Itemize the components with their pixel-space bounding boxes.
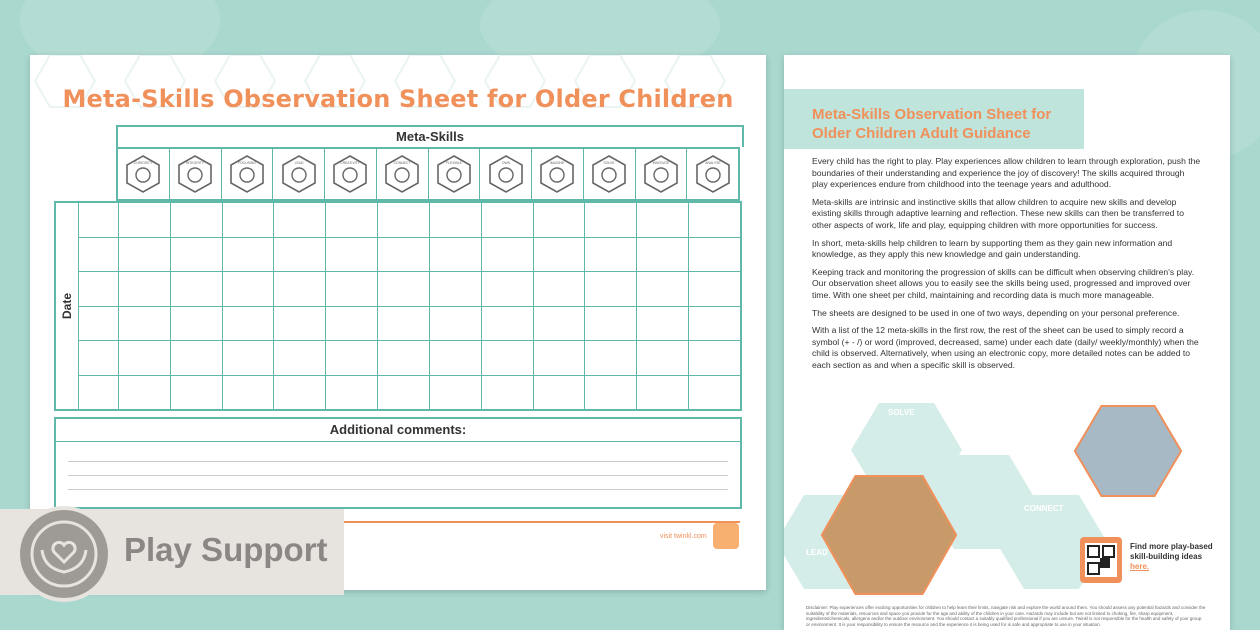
observation-cell[interactable] — [430, 341, 482, 375]
observation-cell[interactable] — [223, 203, 275, 237]
observation-cell[interactable] — [534, 341, 586, 375]
observation-cell[interactable] — [637, 341, 689, 375]
guidance-paragraph: Meta-skills are intrinsic and instinctive skills that allow children to acquire new skills and develop existing skills through adaptive learning and reflection. These new skills can then be transferred to other aspects of work, life and play, equipping children with more opportunities for success. — [812, 196, 1184, 230]
observation-cell[interactable] — [274, 341, 326, 375]
guidance-title-line1: Meta-Skills Observation Sheet for — [812, 106, 1052, 123]
table-row — [119, 376, 740, 410]
observation-cell[interactable] — [585, 238, 637, 272]
date-cell[interactable] — [79, 203, 118, 238]
comment-line — [68, 475, 728, 476]
observation-cell[interactable] — [585, 376, 637, 410]
observation-cell[interactable] — [223, 238, 275, 272]
observation-cell[interactable] — [119, 376, 171, 410]
observation-cell[interactable] — [637, 272, 689, 306]
observation-cell[interactable] — [534, 238, 586, 272]
skill-label: IMAGINE — [550, 161, 565, 165]
hands-icon — [385, 155, 419, 193]
observation-cell[interactable] — [274, 203, 326, 237]
skill-own — [480, 149, 532, 199]
observation-cell[interactable] — [689, 238, 740, 272]
table-row — [119, 272, 740, 307]
observation-cell[interactable] — [378, 272, 430, 306]
comment-line — [68, 489, 728, 490]
observation-cell[interactable] — [171, 272, 223, 306]
observation-cell[interactable] — [223, 341, 275, 375]
footer-bar — [320, 521, 740, 523]
observation-cell[interactable] — [585, 341, 637, 375]
observation-cell[interactable] — [326, 238, 378, 272]
skill-icons-row — [116, 147, 740, 201]
date-column — [56, 203, 79, 409]
comments-title: Additional comments: — [56, 419, 740, 442]
observation-cell[interactable] — [326, 376, 378, 410]
observation-cell[interactable] — [430, 376, 482, 410]
observation-cell[interactable] — [274, 376, 326, 410]
observation-cell[interactable] — [430, 307, 482, 341]
hexagon-photo-area — [784, 395, 1230, 605]
skill-creativity — [325, 149, 377, 199]
skill-label: CREATIVITY — [340, 161, 361, 165]
check-icon — [489, 155, 523, 193]
skill-label: FOCUSING — [237, 161, 256, 165]
find-more-link[interactable]: here. — [1130, 562, 1150, 571]
observation-cell[interactable] — [534, 307, 586, 341]
guidance-paragraph: Every child has the right to play. Play experiences allow children to learn through exploration, push the boundaries of their understanding and experience the joy of discovery! The skills acquired through play experiences endure from childhood into the teenage years and adulthood. — [812, 156, 1201, 190]
gear-icon — [644, 155, 678, 193]
date-label: Date — [60, 292, 74, 320]
observation-cell[interactable] — [326, 203, 378, 237]
observation-cell[interactable] — [223, 307, 275, 341]
skill-curiosity — [118, 149, 170, 199]
observation-cell[interactable] — [223, 376, 275, 410]
observation-cell[interactable] — [689, 203, 740, 237]
observation-cell[interactable] — [637, 203, 689, 237]
observation-cell[interactable] — [482, 238, 534, 272]
question-icon — [540, 155, 574, 193]
observation-cell[interactable] — [274, 307, 326, 341]
observation-cell[interactable] — [378, 238, 430, 272]
comments-box[interactable] — [54, 417, 742, 509]
observation-cell[interactable] — [689, 272, 740, 306]
observation-cell[interactable] — [171, 238, 223, 272]
observation-cell[interactable] — [585, 203, 637, 237]
skill-focusing — [222, 149, 274, 199]
grid-rows — [119, 203, 740, 409]
guidance-paragraph: In short, meta-skills help children to learn by supporting them as they gain new information and knowledge, as they apply this new knowledge and gain understanding. — [812, 237, 1173, 260]
observation-cell[interactable] — [482, 376, 534, 410]
date-cell[interactable] — [79, 341, 118, 376]
observation-grid — [54, 201, 742, 411]
skill-solve — [584, 149, 636, 199]
date-cells — [79, 203, 119, 409]
find-more-text — [1130, 542, 1220, 572]
meta-skills-header: Meta-Skills — [116, 125, 744, 147]
observation-cell[interactable] — [119, 272, 171, 306]
guidance-body — [812, 156, 1202, 378]
skill-connect — [377, 149, 429, 199]
observation-cell[interactable] — [534, 376, 586, 410]
qr-code-icon[interactable] — [1080, 537, 1122, 583]
table-row — [119, 341, 740, 376]
skill-innovate — [636, 149, 688, 199]
tornado-icon — [437, 155, 471, 193]
skill-integrity — [170, 149, 222, 199]
table-row — [119, 238, 740, 273]
observation-cell[interactable] — [378, 307, 430, 341]
observation-cell[interactable] — [430, 203, 482, 237]
skill-analyse — [687, 149, 738, 199]
skill-label: LEAD — [294, 161, 304, 165]
comment-line — [68, 461, 728, 462]
skill-label: ANALYSE — [704, 161, 721, 165]
observation-cell[interactable] — [326, 307, 378, 341]
target-icon — [230, 155, 264, 193]
hexagon-icon — [333, 155, 367, 193]
observation-cell[interactable] — [689, 376, 740, 410]
guidance-title-line2: Older Children Adult Guidance — [812, 125, 1031, 142]
magnifier-icon — [696, 155, 730, 193]
observation-cell[interactable] — [482, 203, 534, 237]
observation-cell[interactable] — [585, 307, 637, 341]
skill-label: FLEXIBLE — [445, 161, 462, 165]
play-support-label: Play Support — [124, 531, 328, 568]
skill-label: INNOVATE — [652, 161, 670, 165]
observation-cell[interactable] — [223, 272, 275, 306]
people-icon — [282, 155, 316, 193]
heart-icon — [178, 155, 212, 193]
skill-lead — [273, 149, 325, 199]
observation-cell[interactable] — [585, 272, 637, 306]
observation-cell[interactable] — [637, 307, 689, 341]
date-cell[interactable] — [79, 376, 118, 410]
observation-cell[interactable] — [326, 341, 378, 375]
skill-label: SOLVE — [603, 161, 615, 165]
observation-cell[interactable] — [274, 238, 326, 272]
globe-icon — [592, 155, 626, 193]
observation-cell[interactable] — [171, 203, 223, 237]
observation-cell[interactable] — [689, 307, 740, 341]
observation-cell[interactable] — [378, 341, 430, 375]
observation-cell[interactable] — [637, 376, 689, 410]
observation-cell[interactable] — [534, 272, 586, 306]
date-cell[interactable] — [79, 307, 118, 342]
table-row — [119, 307, 740, 342]
find-more-label: Find more play-based skill-building ideas — [1130, 542, 1213, 561]
observation-cell[interactable] — [378, 203, 430, 237]
guidance-sheet — [784, 55, 1230, 630]
date-cell[interactable] — [79, 272, 118, 307]
skill-label: CURIOSITY — [134, 161, 153, 165]
curiosity-icon — [126, 155, 160, 193]
sheet-title: Meta-Skills Observation Sheet for Older Children — [62, 85, 734, 113]
guidance-paragraph: Keeping track and monitoring the progression of skills can be difficult when observing children's play. Our observation sheet allows you to easily see the skills being used, progressed and improved over time. With one sheet per child, maintaining and recording data is much more manageable. — [812, 266, 1195, 300]
skill-flexible — [429, 149, 481, 199]
date-cell[interactable] — [79, 238, 118, 273]
observation-cell[interactable] — [274, 272, 326, 306]
disclaimer: Disclaimer: Play experiences offer exciting opportunities for children to help learn their limits, navigate risk and explore the world around them. You should assess any potential hazards and consider the suitability of the materials, resources and space you provide for the age and ability of the children in your care. Hazards may include but are not limited to choking, fire, sharp equipment, ingredients/chemicals, allergens and/or the outdoor environment. You should contact a suitably qualified professional if you are unsure. Twinkl is not responsible for the health and safety of your group or environment. It is your responsibility to ensure the resource and the experience it is being used for is safe and appropriate to use in your situation. — [806, 605, 1206, 627]
observation-cell[interactable] — [482, 307, 534, 341]
observation-cell[interactable] — [171, 341, 223, 375]
guidance-paragraph: With a list of the 12 meta-skills in the first row, the rest of the sheet can be used to simply record a symbol (+ - /) or word (improved, decreased, same) under each date (daily/ weekly/monthly) when the child is observed. Alternatively, when using an electronic copy, more detailed notes can be added to each section as and when a specific skill is observed. — [812, 325, 1199, 370]
observation-cell[interactable] — [482, 272, 534, 306]
table-row — [119, 203, 740, 238]
observation-cell[interactable] — [689, 341, 740, 375]
hex-label: CONNECT — [1024, 504, 1064, 513]
guidance-paragraph: The sheets are designed to be used in one of two ways, depending on your personal preference. — [812, 307, 1180, 318]
twinkl-logo-icon — [713, 523, 739, 549]
hands-heart-icon — [16, 506, 112, 602]
observation-cell[interactable] — [119, 307, 171, 341]
observation-cell[interactable] — [637, 238, 689, 272]
skill-label: CONNECT — [393, 161, 411, 165]
footer-link[interactable]: visit twinkl.com — [660, 533, 707, 540]
observation-cell[interactable] — [430, 272, 482, 306]
skill-imagine — [532, 149, 584, 199]
guidance-title — [812, 105, 1102, 143]
observation-cell[interactable] — [119, 203, 171, 237]
observation-cell[interactable] — [326, 272, 378, 306]
skill-label: INTEGRITY — [186, 161, 205, 165]
observation-cell[interactable] — [534, 203, 586, 237]
observation-cell[interactable] — [119, 341, 171, 375]
hex-label: SOLVE — [888, 408, 915, 417]
hex-label: LEAD — [806, 548, 828, 557]
observation-cell[interactable] — [119, 238, 171, 272]
observation-cell[interactable] — [171, 376, 223, 410]
observation-cell[interactable] — [430, 238, 482, 272]
observation-cell[interactable] — [171, 307, 223, 341]
skill-label: OWN — [501, 161, 510, 165]
observation-cell[interactable] — [378, 376, 430, 410]
observation-cell[interactable] — [482, 341, 534, 375]
